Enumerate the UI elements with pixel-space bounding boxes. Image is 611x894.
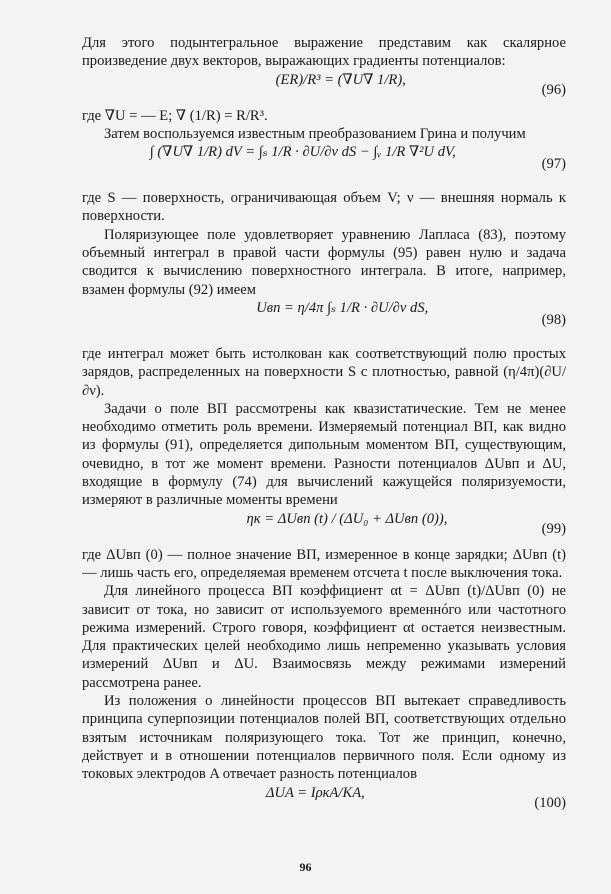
page-content (82, 34, 566, 820)
paragraph: Поляризующее поле удовлетворяет уравнению Лапласа (83), поэтому объемный интеграл в правой части формулы (95) равен нулю и задача сводится к вычислению поверхностного интеграла. В итоге, например, взамен формулы (92) имеем (82, 226, 566, 298)
paragraph: где S — поверхность, ограничивающая объем V; ν — внешняя нормаль к поверхности. (82, 190, 566, 225)
equation-formula: Uвп = η/4π ∫ₛ 1/R · ∂U/∂ν dS, (256, 299, 429, 316)
paragraph: где ∇U = — E; ∇ (1/R) = R/R³. (82, 107, 268, 124)
paragraph: Из положения о линейности процессов ВП вытекает справедливость принципа суперпозиции потенциалов полей ВП, соответствующих отдельно взятым источникам поляризующего тока. Тот же принцип, конечно, действует и в отношении потенциалов первичного поля. Если одному из токовых электродов A отвечает разность потенциалов (82, 693, 566, 783)
equation-number: (97) (541, 156, 566, 173)
paragraph: Затем воспользуемся известным преобразованием Грина и получим (104, 125, 526, 142)
equation (82, 510, 566, 546)
equation (82, 143, 566, 189)
equation-number: (99) (541, 520, 566, 537)
page-number: 96 (299, 860, 312, 874)
equation-number: (98) (541, 311, 566, 328)
equation-formula: ΔUA = IρкA/KA, (265, 784, 365, 801)
paragraph: Для линейного процесса ВП коэффициент αt = ΔUвп (t)/ΔUвп (0) не зависит от тока, но зависит от используемого временнóго или частотного режима измерений. Строго говоря, коэффициент αt остается неизвестным. Для практических целей необходимо лишь непременно указывать условия измерений ΔUвп и ΔU. Взаимосвязь между режимами измерений рассмотрена ранее. (82, 583, 566, 691)
equation (82, 784, 566, 820)
paragraph: Задачи о поле ВП рассмотрены как квазистатические. Тем не менее необходимо отметить роль времени. Измеряемый потенциал ВП, как видно из формулы (91), определяется дипольным моментом ВП, существующим, очевидно, в тот же момент времени. Разности потенциалов ΔUвп и ΔU, входящие в формулу (74) для вычислений кажущейся поляризуемости, измеряют в различные моменты времени (82, 400, 566, 509)
equation (82, 299, 566, 345)
equation (82, 71, 566, 107)
equation-formula: ηк = ΔUвп (t) / (ΔU₀ + ΔUвп (0)), (246, 510, 448, 527)
paragraph: где интеграл может быть истолкован как соответствующий полю простых зарядов, распределенных на поверхности S с плотностью, равной (η/4π)(∂U/∂ν). (82, 345, 566, 399)
equation-formula: ∫ (∇U∇ 1/R) dV = ∫ₛ 1/R · ∂U/∂ν dS − ∫ᵥ 1/R ∇²U dV, (149, 144, 456, 161)
paragraph: где ΔUвп (0) — полное значение ВП, измеренное в конце зарядки; ΔUвп (t) — лишь часть его, определяемая временем отсчета t после выключения тока. (82, 546, 566, 581)
paragraph: Для этого подынтегральное выражение представим как скалярное произведение двух векторов, выражающих градиенты потенциалов: (82, 35, 566, 70)
equation-number: (96) (541, 81, 566, 98)
equation-formula: (ER)/R³ = (∇U∇ 1/R), (275, 71, 406, 88)
equation-number: (100) (534, 794, 566, 811)
